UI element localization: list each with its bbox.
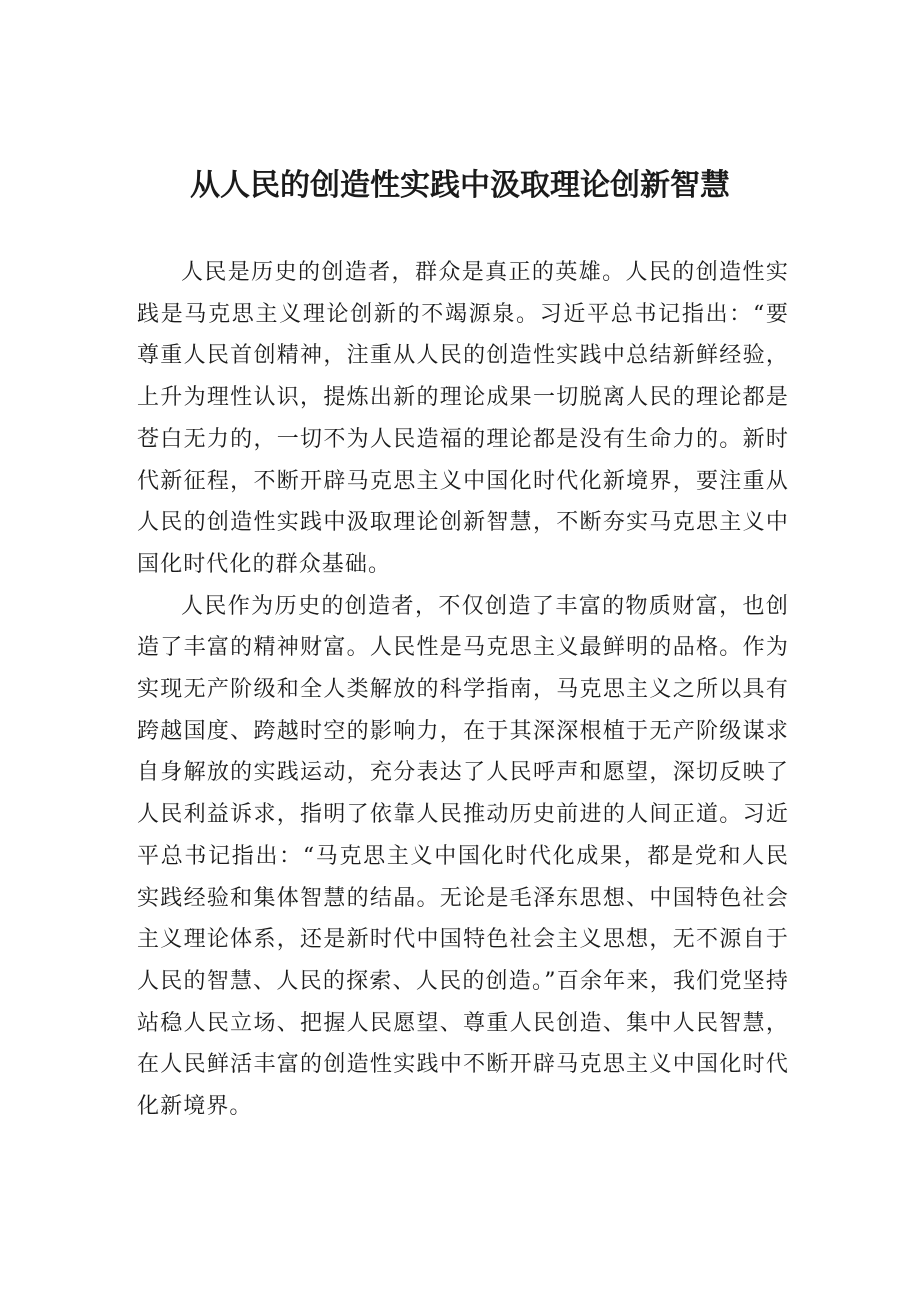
document-body xyxy=(137,252,789,1128)
document-title: 从人民的创造性实践中汲取理论创新智慧 xyxy=(190,168,730,203)
paragraph-2: 人民作为历史的创造者，不仅创造了丰富的物质财富，也创造了丰富的精神财富。人民性是马克思主义最鲜明的品格。作为实现无产阶级和全人类解放的科学指南，马克思主义之所以具有跨越国度、跨越时空的影响力，在于其深深根植于无产阶级谋求自身解放的实践运动，充分表达了人民呼声和愿望，深切反映了人民利益诉求，指明了依靠人民推动历史前进的人间正道。习近平总书记指出：“马克思主义中国化时代化成果，都是党和人民实践经验和集体智慧的结晶。无论是毛泽东思想、中国特色社会主义理论体系，还是新时代中国特色社会主义思想，无不源自于人民的智慧、人民的探索、人民的创造。”百余年来，我们党坚持站稳人民立场、把握人民愿望、尊重人民创造、集中人民智慧，在人民鲜活丰富的创造性实践中不断开辟马克思主义中国化时代化新境界。 xyxy=(137,593,789,1120)
paragraph-1: 人民是历史的创造者，群众是真正的英雄。人民的创造性实践是马克思主义理论创新的不竭源泉。习近平总书记指出：“要尊重人民首创精神，注重从人民的创造性实践中总结新鲜经验，上升为理性认识，提炼出新的理论成果一切脱离人民的理论都是苍白无力的，一切不为人民造福的理论都是没有生命力的。新时代新征程，不断开辟马克思主义中国化时代化新境界，要注重从人民的创造性实践中汲取理论创新智慧，不断夯实马克思主义中国化时代化的群众基础。 xyxy=(137,260,789,577)
